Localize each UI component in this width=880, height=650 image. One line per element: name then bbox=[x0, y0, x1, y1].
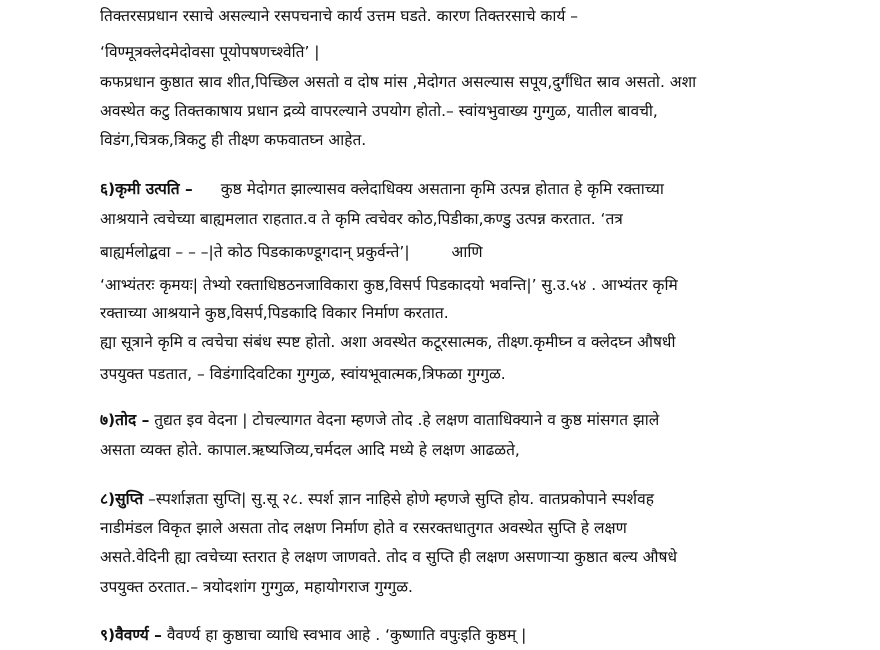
text-line: आश्रयाने त्वचेच्या बाह्यमलात राहतात.व ते कृमि त्वचेवर कोठ,पिडीका,कण्डु उत्पन्न करतात. ‘तत्र bbox=[100, 210, 623, 228]
text-line: ह्या सूत्राने कृमि व त्वचेचा संबंध स्पष्ट होतो. अशा अवस्थेत कटूरसात्मक, तीक्ष्ण.कृमीघ्न व क्लेदघ्न औषधी bbox=[100, 333, 676, 351]
section-6-line bbox=[100, 179, 870, 199]
sanskrit-quote-line: ‘विण्मूत्रक्लेदमेदोवसा पूयोपषणच्श्वेति’ | bbox=[100, 43, 320, 61]
text-line: रक्ताच्या आश्रयाने कुष्ठ,विसर्प,पिडकादि विकार निर्माण करतात. bbox=[100, 304, 449, 322]
section-8-line bbox=[100, 489, 870, 509]
section-6-heading: ६)कृमी उत्पति – bbox=[100, 180, 193, 198]
text-line bbox=[100, 242, 870, 262]
section-7-heading: ७)तोद – bbox=[100, 411, 150, 429]
section-6-text: कुष्ठ मेदोगत झाल्यासव क्लेदाधिक्य असताना कृमि उत्पन्न होतात हे कृमि रक्ताच्या bbox=[220, 180, 664, 198]
text-line: विडंग,चित्रक,त्रिकटु ही तीक्ष्ण कफवातघ्न आहेत. bbox=[100, 131, 367, 149]
section-7-line bbox=[100, 410, 870, 430]
text-line: कफप्रधान कुष्ठात स्राव शीत,पिच्छिल असतो व दोष मांस ,मेदोगत असल्यास सपूय,दुर्गंधित स्राव असतो. अशा bbox=[100, 73, 697, 91]
section-8-text: –स्पर्शाज्ञता सुप्ति| सु.सू २८. स्पर्श ज्ञान नाहिसे होणे म्हणजे सुप्ति होय. वातप्रकोपाने स्पर्शवह bbox=[143, 490, 654, 508]
sanskrit-quote: बाह्यर्मलोद्बवा – – –|ते कोठ पिडकाकण्डूगदान् प्रकुर्वन्ते’| bbox=[100, 243, 410, 261]
conjunction-text: आणि bbox=[451, 243, 483, 261]
section-9-heading: ९)वैवर्ण्य – bbox=[100, 626, 162, 644]
text-line: ‘आभ्यंतरः कृमयः| तेभ्यो रक्ताधिष्ठठनजाविकारा कुष्ठ,विसर्प पिडकादयो भवन्ति|’ सु.उ.५४ . आभ्यंतर कृमि bbox=[100, 276, 678, 294]
text-line: तिक्तरसप्रधान रसाचे असल्याने रसपचनाचे कार्य उत्तम घडते. कारण तिक्तरसाचे कार्य – bbox=[100, 7, 579, 25]
section-8-heading: ८)सुप्ति bbox=[100, 490, 144, 508]
text-line: नाडीमंडल विकृत झाले असता तोद लक्षण निर्माण होते व रसरक्तधातुगत अवस्थेत सुप्ति हे लक्षण bbox=[100, 519, 627, 537]
section-9-line bbox=[100, 625, 870, 645]
text-line: अवस्थेत कटु तिक्तकाषाय प्रधान द्रव्ये वापरल्याने उपयोग होतो.– स्वांयभुवाख्य गुग्गुळ, यातील बावची, bbox=[100, 102, 658, 120]
text-line: असता व्यक्त होते. कापाल.ऋष्यजिव्य,चर्मदल आदि मध्ये हे लक्षण आढळते, bbox=[100, 441, 520, 459]
text-line: असते.वेदिनी ह्या त्वचेच्या स्तरात हे लक्षण जाणवते. तोद व सुप्ति ही लक्षण असणाऱ्या कुष्ठात बल्य औषधे bbox=[100, 548, 677, 566]
text-line: उपयुक्त ठरतात.– त्रयोदशांग गुग्गुळ, महायोगराज गुग्गुळ. bbox=[100, 578, 413, 596]
text-line: उपयुक्त पडतात, – विडंगादिवटिका गुग्गुळ, स्वांयभूवात्मक,त्रिफळा गुग्गुळ. bbox=[100, 365, 506, 383]
section-9-text: वैवर्ण्य हा कुष्ठाचा व्याधि स्वभाव आहे . ‘कुष्णाति वपुःइति कुष्ठम् | bbox=[161, 626, 527, 644]
section-7-text: तुद्यत इव वेदना | टोचल्यागत वेदना म्हणजे तोद .हे लक्षण वाताधिक्याने व कुष्ठ मांसगत झाले bbox=[149, 411, 660, 429]
